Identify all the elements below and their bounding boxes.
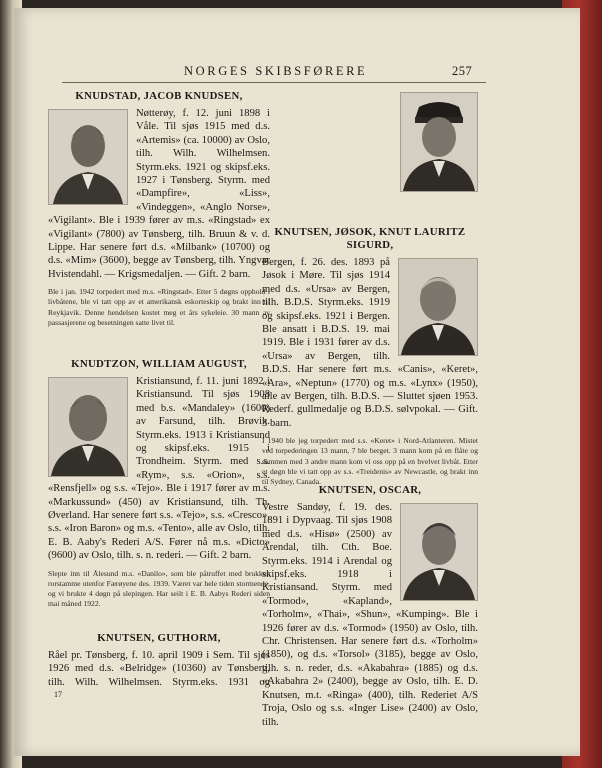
portrait-photo-icon xyxy=(400,503,478,601)
entry-name: KNUTSEN, OSCAR, xyxy=(318,484,422,496)
portrait-photo-icon xyxy=(48,109,128,205)
entry-text: Råel pr. Tønsberg, f. 10. april 1909 i Sem. Til sjøs 1926 med d.s. «Belridge» (10360) av Tønsberg, tilh. Wilh. Wilhelmsen. Styrm.eks. 1931 og xyxy=(48,650,270,688)
page-number: 257 xyxy=(452,64,473,78)
header-rule xyxy=(62,82,486,83)
entry-knutsen-guthorm-cont xyxy=(262,90,478,198)
continuation-spacer xyxy=(262,90,392,198)
entry-text: Vestre Sandøy, f. 19. des. 1891 i Dypvaag. Til sjøs 1908 med d.s. «Hisø» (2500) av Arendal, tilh. Cth. Boe. Styrm.eks. 1914 i Arendal og skipsf.eks. 1918 i Kristiansand. Styrm. med «Tormod», «Kapland», «Torholm», «Thai», «Shun», «Kumping». Ble i 1926 fører av d.s. «Tormod» (1950) av Oslo, tilh. Chr. Christensen. Har senere ført d.s. «Torholm» (1850), og d.s. «Torsol» (3185), begge av Oslo, tilh. s. n. reder, d.s. «Akabahra» (1885) og d.s. «Akabahra 2» (2400), begge av Oslo, tilh. E. D. Knutsen, m.t. «Ringa» (400), tilh. Rederiet A/S Troja, Oslo og s.s. «Inger Lise» (2400) av Oslo, tilh. xyxy=(262,502,478,728)
entry-note: I 1940 ble jeg torpedert med s.s. «Keret» i Nord-Atlanteren. Mistet ved torpederingen 13 mann, 7 ble berget. 3 mann kom på en flåte og sammen med 3 andre mann kom vi oss opp på en hvelvet livbåt. Etter et døgn ble vi tatt opp av s.s. «Treidenis» av Newcastle, og brakt inn til Sydney, Canada. xyxy=(262,436,478,487)
entry-text: Bergen, f. 26. des. 1893 på Jøsok i Møre. Til sjøs 1914 med d.s. «Ursa» av Bergen, tilh. B.D.S. Styrm.eks. 1919 og skipsf.eks. 1921 i Bergen. Ble ansatt i B.D.S. 19. mai 1919. Ble i 1931 fører av d.s. «Ursa» av Bergen, tilh. B.D.S. Har senere ført m.s. «Canis», «Keret», «Ara», «Neptun» (1770) og m.s. «Lynx» (1950), alle av Bergen, tilh. B.D.S. — Sluttet sjøen 1953. Rederf. gullmedalje og B.D.S. sølvpokal. — Gift. 3 barn. xyxy=(262,257,478,429)
entry-text: Nøtterøy, f. 12. juni 1898 i Våle. Til sjøs 1915 med d.s. «Artemis» (ca. 10000) av Oslo, tilh. Wilh. Wilhelmsen. Styrm.eks. 1921 og skipsf.eks. 1927 i Tønsberg. Styrm. med «Dampfire», «Liss», «Vindeggen», «Anglo Norse», «Vigilant». Ble i 1939 fører av m.s. «Ringstad» ex «Vigilant» (7800) av Tønsberg, tilh. Bruun & v. d. Lippe. Har senere ført d.s. «Milbank» (10700) og d.s. «Mim» (3600), begge av Tønsberg, tilh. Yngvar Hvistendahl. — Krigsmedaljen. — Gift. 2 barn. xyxy=(48,108,270,280)
entry-name: KNUTSEN, JØSOK, KNUT LAURITZ SIGURD, xyxy=(274,226,466,251)
entry-text: Kristiansund, f. 11. juni 1892 i Kristiansund. Til sjøs 1908 med b.s. «Mandaley» (1600) av Farsund, tilh. Brøvik. Styrm.eks. 1913 i Kristiansund og skipsf.eks. 1915 i Trondheim. Styrm. med s.s. «Rym», s.s. «Orion», s.s. «Rensfjell» og s.s. «Tejo». Ble i 1917 fører av m.s. «Markussund» (450) av Kristiansund, tilh. Th. Øverland. Har senere ført s.s. «Tejo», s.s. «Cresco», s.s. «Iron Baron» og m.s. «Tento», alle av Oslo, tilh. E. B. Aaby's Rederi A/S. Fører nå m.s. «Dicto» (9600) av Oslo, tilh. s. n. rederi. — Gift. 2 barn. xyxy=(48,376,270,562)
book-page xyxy=(14,8,580,756)
entry-knutsen-oscar xyxy=(262,484,478,729)
entry-knudtzon xyxy=(48,358,270,610)
entry-knudstad xyxy=(48,90,270,328)
entry-note: Slepte inn til Ålesund m.s. «Danilo», som ble påtruffet med brukken rorstamme utenfor Færøyene des. 1939. Været var hele tiden stormende, og vi brukte 4 døgn på slepingen. Har seilt i E. B. Aabys Rederi siden mai måned 1922. xyxy=(48,568,270,609)
entry-name: KNUDTZON, WILLIAM AUGUST, xyxy=(71,358,247,370)
entry-note: Ble i jan. 1942 torpedert med m.s. «Ringstad». Etter 5 døgns opphold i livbåtene, ble vi tatt opp av et amerikansk eskorteskip og brakt inn til Reykjavik. Denne hendelsen kostet meg et års sykeleie. 30 mann av passasjerene og besetningen satte livet til. xyxy=(48,287,270,327)
entry-knutsen-josok xyxy=(262,226,478,487)
portrait-photo-icon xyxy=(48,377,128,477)
printer-signature: 17 xyxy=(54,690,62,699)
entry-name: KNUTSEN, GUTHORM, xyxy=(97,632,221,644)
entry-knutsen-guthorm xyxy=(48,632,270,689)
portrait-photo-icon xyxy=(400,92,478,192)
entry-name: KNUDSTAD, JACOB KNUDSEN, xyxy=(75,90,243,102)
page-title: NORGES SKIBSFØRERE xyxy=(184,64,368,78)
portrait-photo-icon xyxy=(398,258,478,356)
